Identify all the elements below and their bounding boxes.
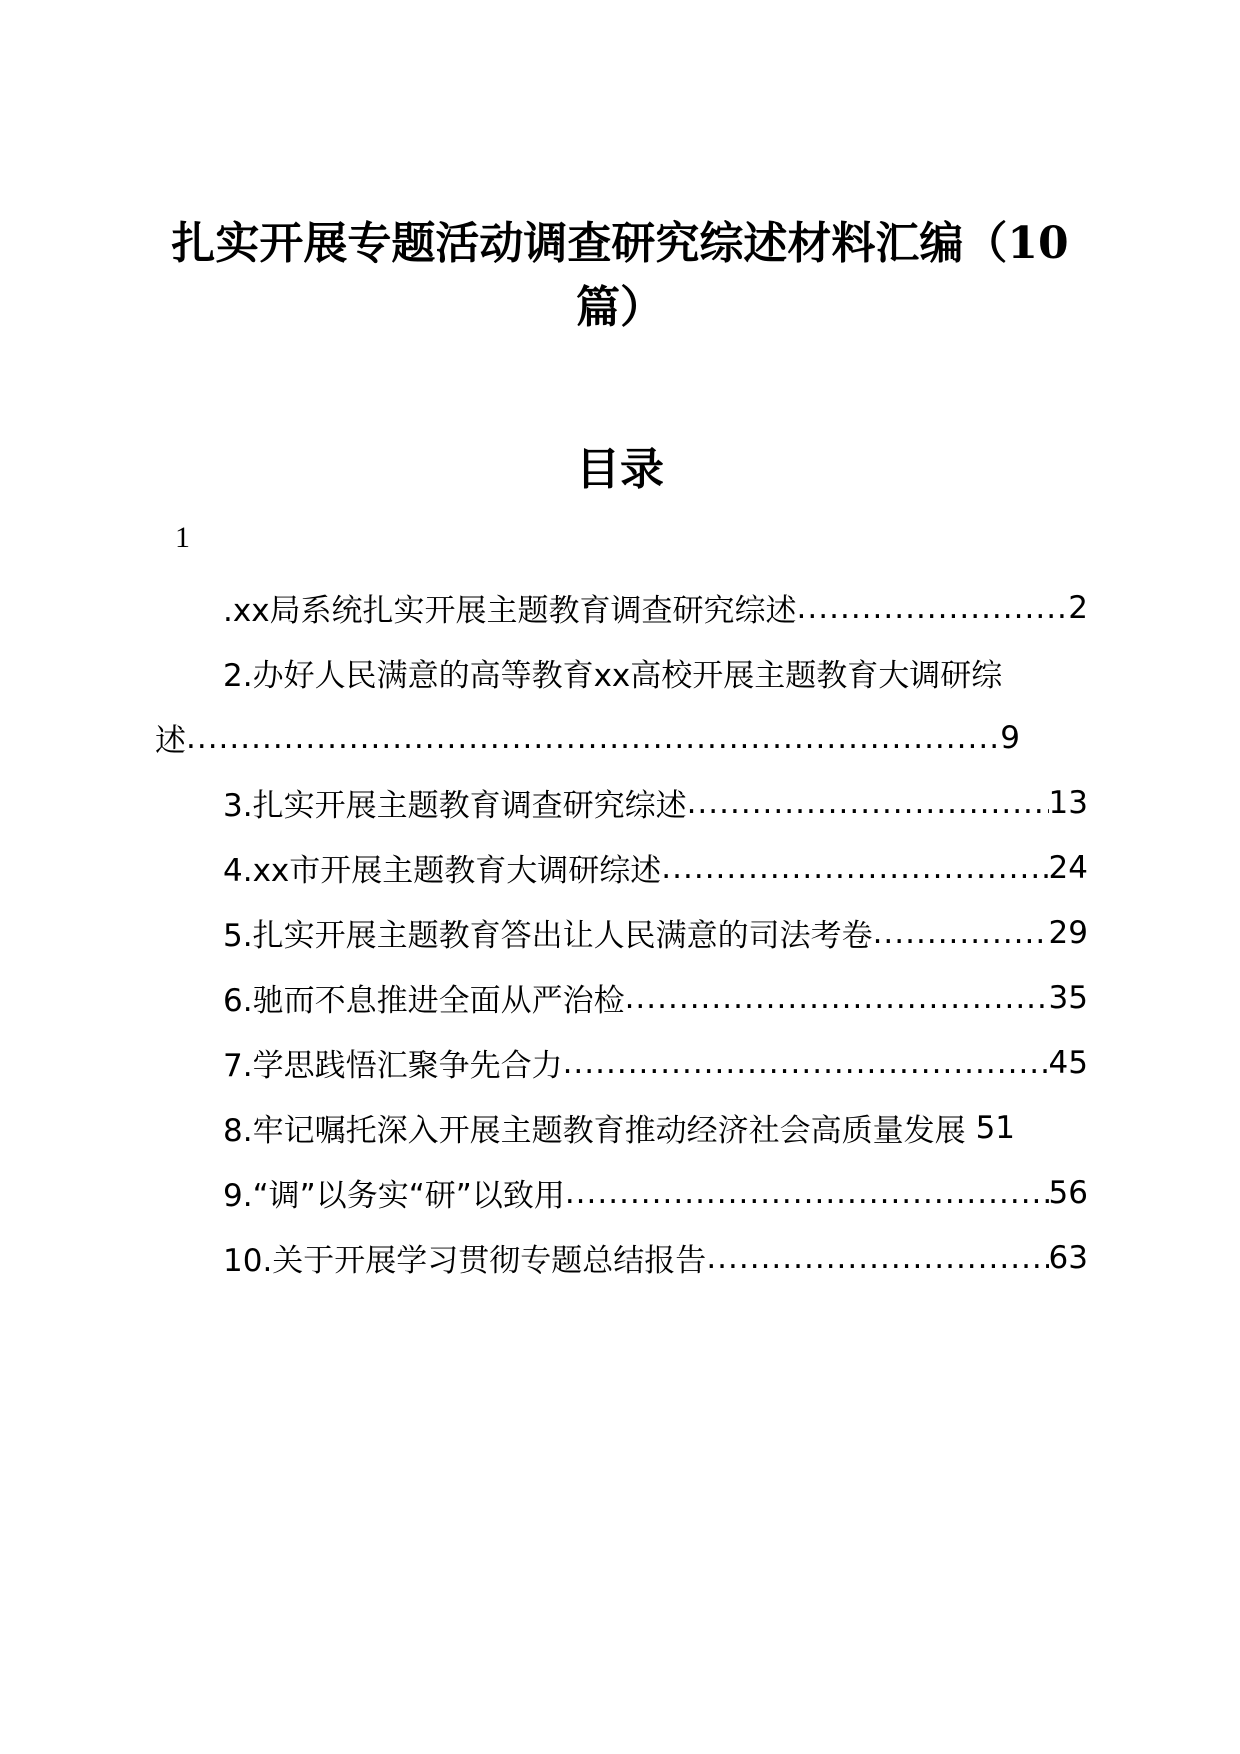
toc-entry-3[interactable] <box>155 770 1088 835</box>
toc-entry-8[interactable] <box>155 1095 1153 1160</box>
document-title-line-2: 篇） <box>576 282 664 333</box>
toc-entry-4[interactable] <box>155 835 1088 900</box>
dot-leader <box>565 1175 1049 1211</box>
toc-entry-2-line-1[interactable] <box>155 640 1153 705</box>
dot-leader <box>873 915 1049 951</box>
toc-entry-6[interactable] <box>155 965 1088 1030</box>
toc-entry-5[interactable] <box>155 900 1088 965</box>
toc-entry-text: 9.“调”以务实“研”以致用 <box>223 1178 565 1214</box>
toc-entry-page: 63 <box>1048 1239 1088 1276</box>
dot-leader <box>661 850 1048 886</box>
dot-leader <box>186 720 1000 756</box>
toc-entry-page: 13 <box>1048 784 1088 821</box>
toc-entry-page: 51 <box>975 1109 1016 1146</box>
dot-leader <box>625 980 1049 1016</box>
table-of-contents <box>155 575 1088 1290</box>
toc-entry-page: 9 <box>1000 719 1020 756</box>
toc-entry-text: 8.牢记嘱托深入开展主题教育推动经济社会高质量发展 <box>223 1113 966 1149</box>
toc-entry-2-line-2[interactable] <box>155 705 1020 770</box>
dot-leader <box>797 590 1069 626</box>
toc-entry-text: 10.关于开展学习贯彻专题总结报告 <box>223 1243 707 1279</box>
dot-leader <box>687 785 1049 821</box>
document-title <box>140 212 1100 340</box>
toc-entry-text: 5.扎实开展主题教育答出让人民满意的司法考卷 <box>223 918 873 954</box>
toc-entry-9[interactable] <box>155 1160 1088 1225</box>
toc-entry-text: 2.办好人民满意的高等教育xx高校开展主题教育大调研综 <box>223 658 1003 694</box>
dot-leader <box>563 1045 1049 1081</box>
toc-entry-text: 7.学思践悟汇聚争先合力 <box>223 1048 563 1084</box>
toc-entry-text: 6.驰而不息推进全面从严治检 <box>223 983 625 1019</box>
document-title-line-1: 扎实开展专题活动调查研究综述材料汇编（10 <box>171 218 1069 269</box>
toc-entry-text: 4.xx市开展主题教育大调研综述 <box>223 853 662 889</box>
toc-entry-text: 3.扎实开展主题教育调查研究综述 <box>223 788 687 824</box>
toc-entry-page: 45 <box>1048 1044 1088 1081</box>
toc-entry-page: 29 <box>1048 914 1088 951</box>
toc-entry-page: 2 <box>1068 589 1088 626</box>
stray-number: 1 <box>175 521 190 554</box>
toc-entry-page: 24 <box>1048 849 1088 886</box>
toc-entry-page: 35 <box>1048 979 1088 1016</box>
toc-entry-page: 56 <box>1048 1174 1088 1211</box>
toc-entry-7[interactable] <box>155 1030 1088 1095</box>
toc-entry-text: 述 <box>155 723 186 759</box>
toc-entry-text: .xx局系统扎实开展主题教育调查研究综述 <box>223 593 797 629</box>
toc-entry-10[interactable] <box>155 1225 1088 1290</box>
toc-entry-1[interactable] <box>155 575 1088 640</box>
toc-heading: 目录 <box>576 444 664 495</box>
dot-leader <box>706 1240 1048 1276</box>
